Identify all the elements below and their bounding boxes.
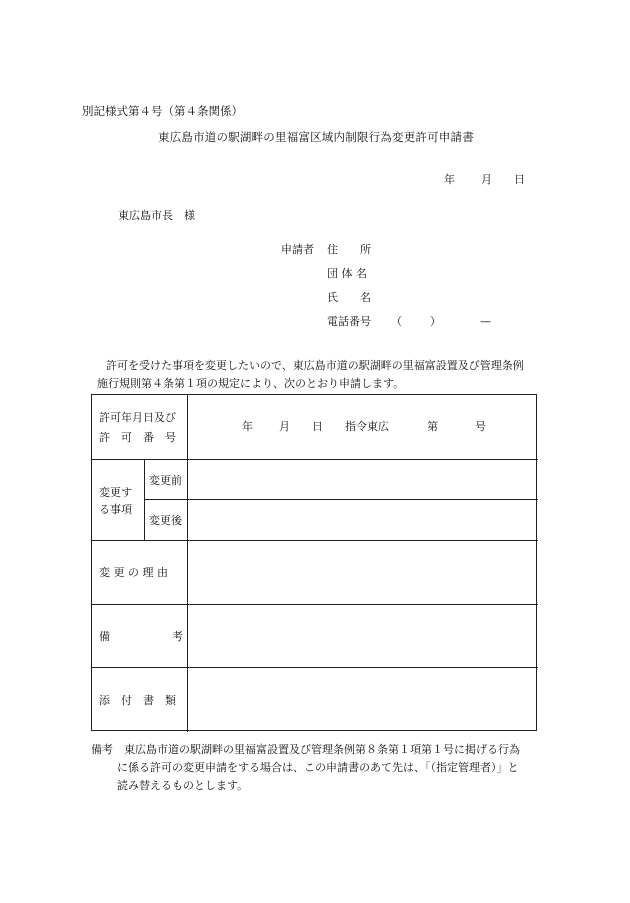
document-title: 東広島市道の駅湖畔の里福富区域内制限行為変更許可申請書 [158, 130, 474, 144]
permit-month-label: 月 [279, 420, 290, 433]
permit-header-line1: 許可年月日及び [99, 411, 176, 424]
row-divider [92, 540, 538, 541]
application-table [91, 394, 537, 731]
after-label: 変更後 [149, 514, 182, 527]
row-divider [144, 499, 538, 500]
name-label: 氏 名 [327, 291, 371, 304]
date-month-label: 月 [481, 173, 492, 186]
address-label: 住 所 [327, 243, 371, 256]
intro-paragraph [97, 357, 557, 393]
row-divider [92, 604, 538, 605]
permit-header-line2: 許 可 番 号 [99, 431, 176, 444]
column-divider [187, 395, 188, 732]
phone-paren-open: （ [391, 315, 402, 328]
permit-ref-label: 指令東広 [345, 420, 389, 433]
remarks-label-b: 考 [172, 630, 183, 643]
permit-no-suffix: 号 [475, 420, 486, 433]
date-day-label: 日 [514, 173, 525, 186]
phone-label: 電話番号 [327, 315, 371, 328]
row-divider [92, 459, 538, 460]
change-items-line1: 変更す [99, 486, 132, 499]
addressee: 東広島市長 様 [118, 209, 195, 222]
permit-day-label: 日 [312, 420, 323, 433]
permit-year-label: 年 [242, 420, 253, 433]
intro-line-1: 許可を受けた事項を変更したいので、東広島市道の駅湖畔の里福富設置及び管理条例 [106, 359, 524, 372]
note-line-1: 備考 東広島市道の駅湖畔の里福富設置及び管理条例第８条第１項第１号に掲げる行為 [91, 743, 520, 756]
applicant-label: 申請者 [281, 243, 314, 256]
remarks-label-a: 備 [99, 630, 110, 643]
attachments-label: 添 付 書 類 [99, 694, 176, 707]
intro-line-2: 施行規則第４条第１項の規定により、次のとおり申請します。 [97, 377, 405, 390]
form-number-label: 別記様式第４号（第４条関係） [82, 104, 243, 118]
row-divider [92, 667, 538, 668]
reason-label: 変 更 の 理 由 [99, 566, 168, 579]
before-label: 変更前 [149, 474, 182, 487]
phone-dash: — [480, 315, 491, 328]
permit-no-prefix: 第 [427, 420, 438, 433]
note-line-2: に係る許可の変更申請をする場合は、この申請書のあて先は、「（指定管理者）」と [117, 761, 519, 774]
date-year-label: 年 [444, 173, 455, 186]
change-items-line2: る事項 [99, 503, 132, 516]
organization-label: 団 体 名 [327, 267, 367, 280]
note-line-3: 読み替えるものとします。 [117, 779, 249, 792]
notes-section [91, 741, 561, 795]
phone-paren-close: ） [430, 315, 441, 328]
column-divider [144, 459, 145, 540]
